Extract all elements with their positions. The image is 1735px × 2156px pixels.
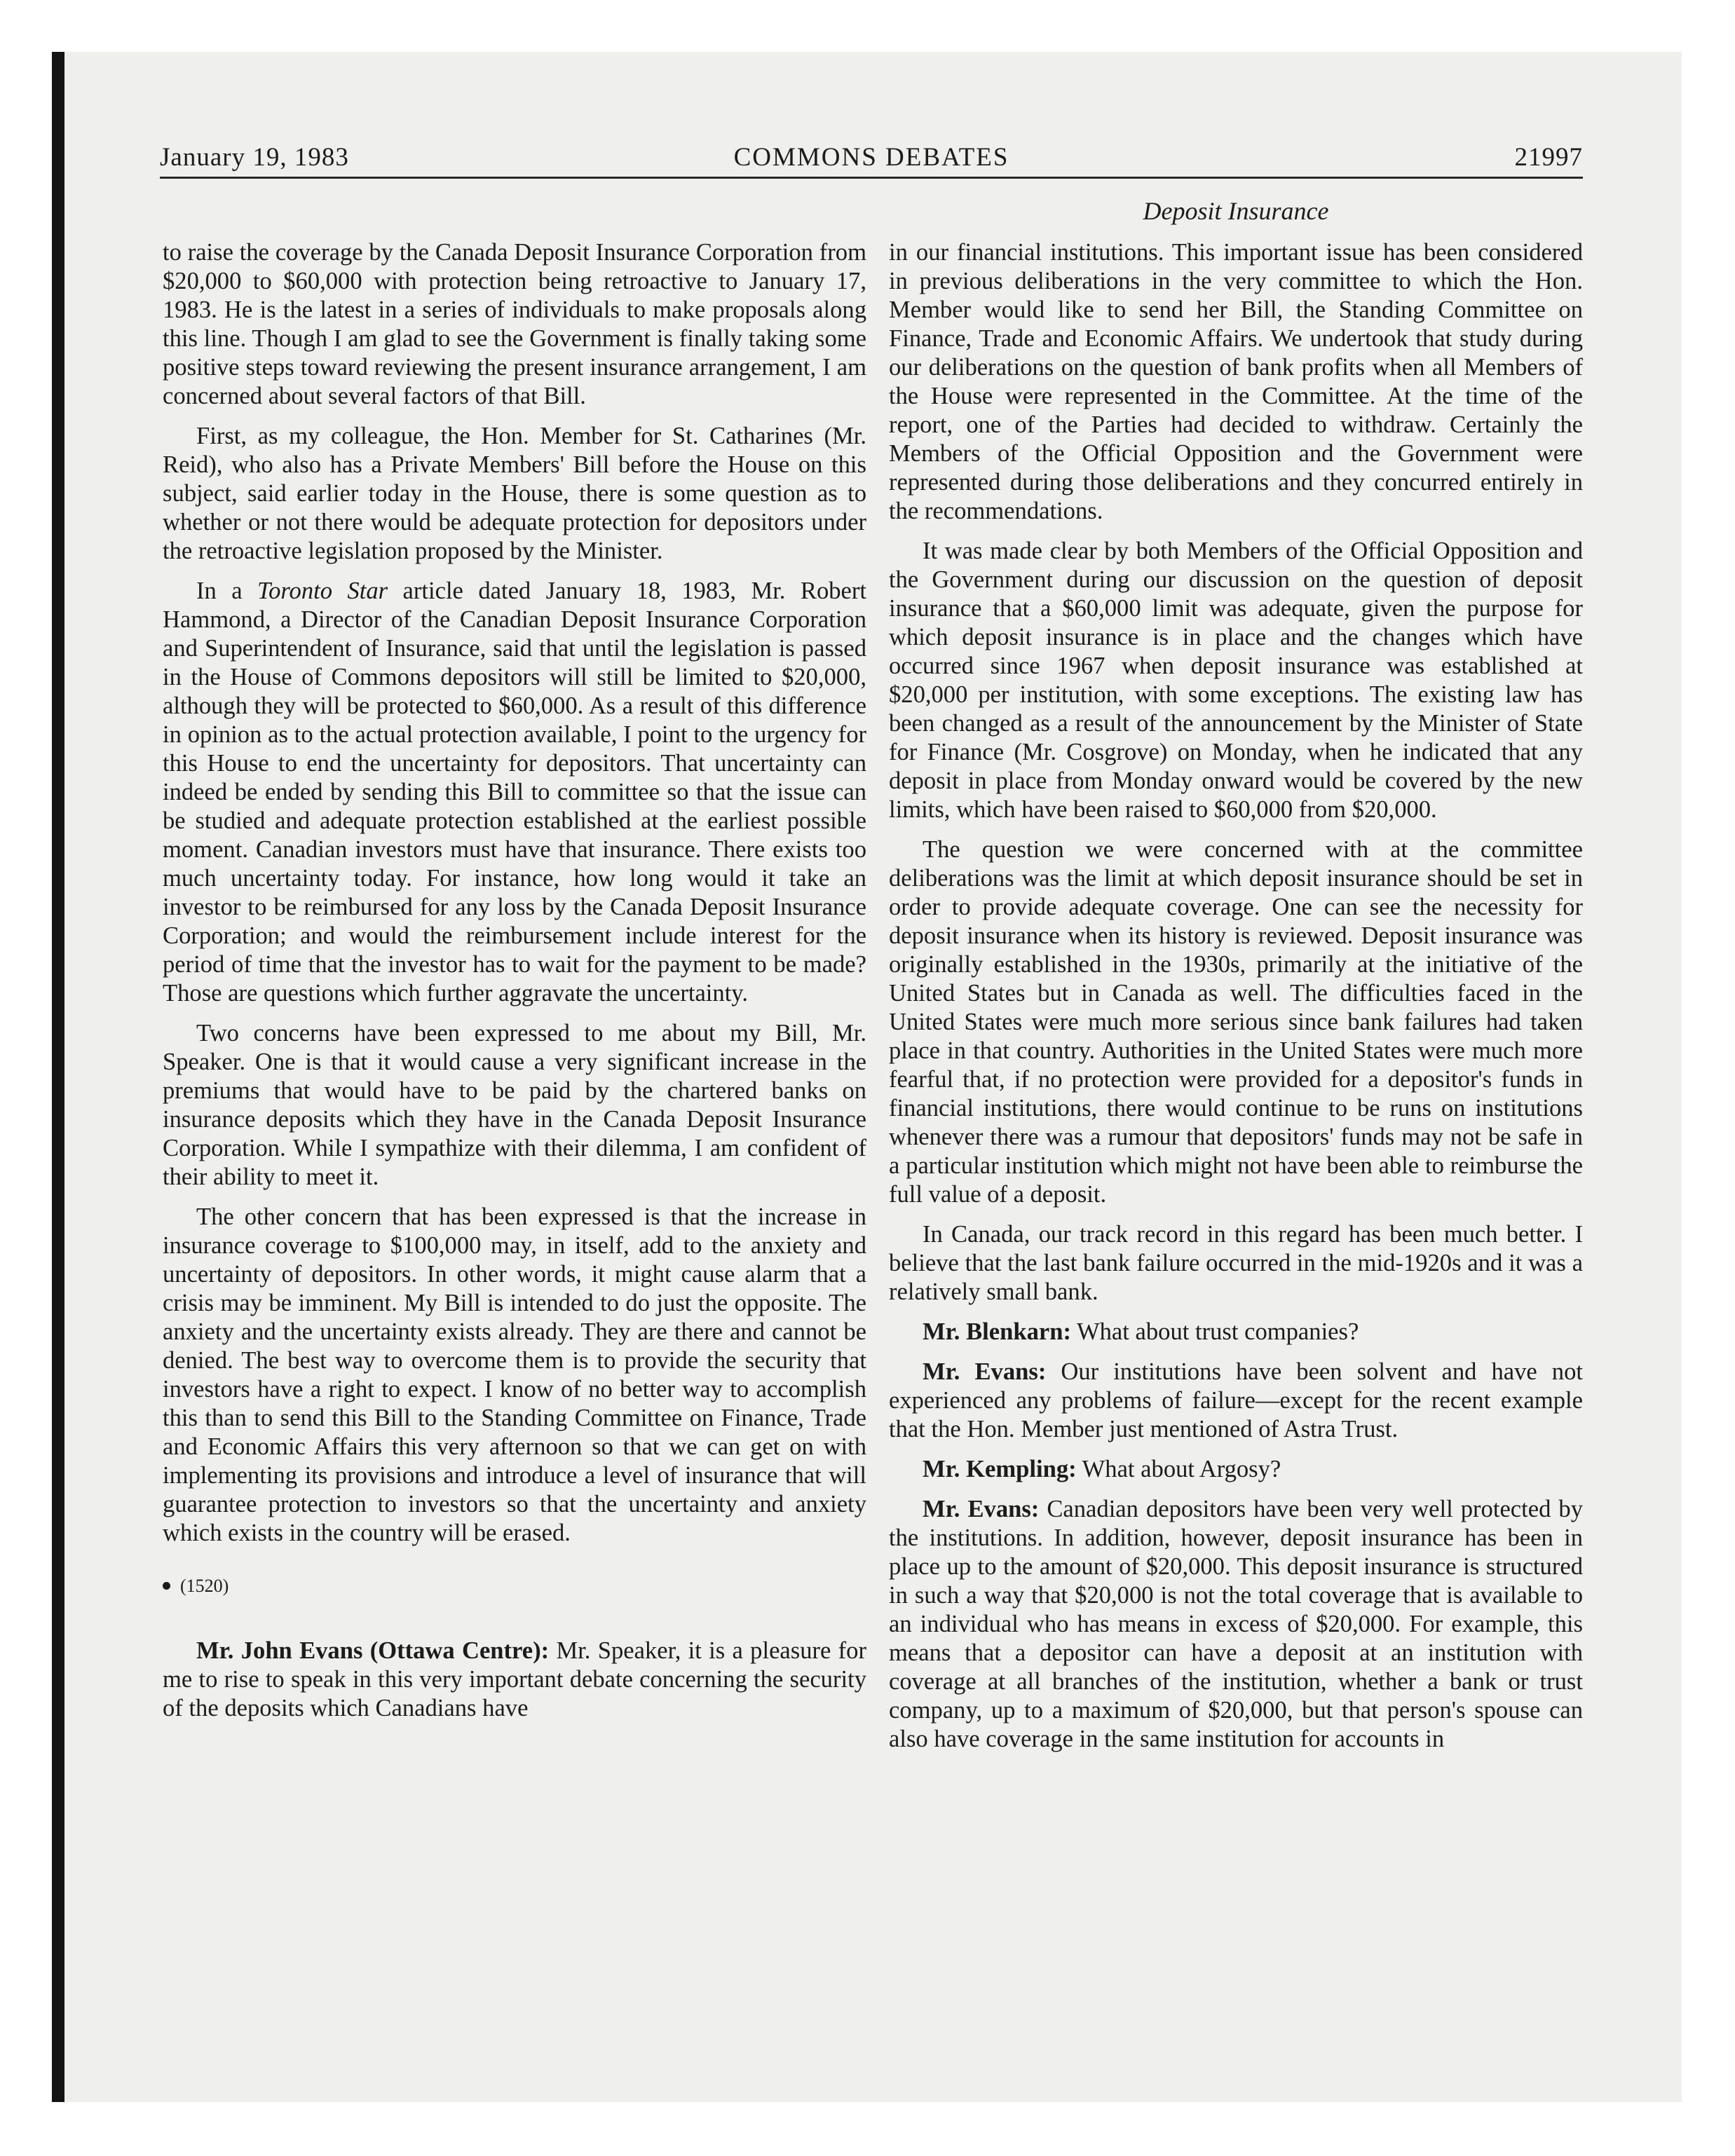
speech-paragraph: [889, 1358, 1583, 1444]
paragraph: The other concern that has been expressed is that the increase in insurance coverage to $100,000 may, in itself, add to the anxiety and uncertainty of depositors. In other words, it might cause alarm that a crisis may be imminent. My Bill is intended to do just the opposite. The anxiety and the uncertainty exists already. They are there and cannot be denied. The best way to overcome them is to provide the security that investors have a right to expect. I know of no better way to accomplish this than to send this Bill to the Standing Committee on Finance, Trade and Economic Affairs this very afternoon so that we can get on with implementing its provisions and introduce a level of insurance that will guarantee protection to investors so that the uncertainty and anxiety which exists in the country will be erased.: [163, 1203, 866, 1546]
speaker-name: Mr. Evans:: [923, 1496, 1040, 1522]
paragraph: The question we were concerned with at the committee deliberations was the limit at which deposit insurance should be set in order to provide adequate coverage. One can see the necessity for deposit insurance when its history is reviewed. Deposit insurance was originally established in the 1930s, primarily at the initiative of the United States but in Canada as well. The difficulties faced in the United States were much more serious since bank failures had taken place in that country. Authorities in the United States were much more fearful that, if no protection were provided for a depositor's funds in financial institutions, there would continue to be runs on institutions whenever there was a rumour that depositors' funds may not be safe in a particular institution which might not have been able to reimburse the full value of a deposit.: [889, 836, 1583, 1208]
speech-paragraph: [163, 1637, 866, 1723]
paragraph: Two concerns have been expressed to me about my Bill, Mr. Speaker. One is that it would cause a very significant increase in the premiums that would have to be paid by the chartered banks on insurance deposits which they have in the Canada Deposit Insurance Corporation. While I sympathize with their dilemma, I am confident of their ability to meet it.: [163, 1020, 866, 1190]
speech-paragraph: [889, 1455, 1583, 1484]
paragraph-text: In a: [196, 578, 243, 604]
speech-text: Our institutions have been solvent and have not experienced any problems of failure—except for the recent example that the Hon. Member just mentioned of Astra Trust.: [889, 1358, 1583, 1442]
scan-edge-bar: [52, 52, 64, 2102]
time-marker: [163, 1571, 866, 1600]
speaker-name: Mr. Kempling:: [923, 1456, 1077, 1482]
speaker-name: Mr. John Evans (Ottawa Centre):: [196, 1637, 550, 1664]
speaker-name: Mr. Evans:: [923, 1358, 1047, 1385]
paragraph: First, as my colleague, the Hon. Member for St. Catharines (Mr. Reid), who also has a Private Members' Bill before the House on this subject, said earlier today in the House, there is some question as to whether or not there would be adequate protection for depositors under the retroactive legislation proposed by the Minister.: [163, 423, 866, 564]
bullet-icon: [163, 1582, 170, 1590]
speech-paragraph: [889, 1318, 1583, 1346]
right-column: [889, 238, 1583, 1765]
section-heading: Deposit Insurance: [1143, 197, 1329, 225]
page-number: 21997: [1514, 143, 1583, 172]
running-header: [160, 139, 1583, 179]
paragraph: in our financial institutions. This important issue has been considered in previous deliberations in the very committee to which the Hon. Member would like to send her Bill, the Standing Committee on Finance, Trade and Economic Affairs. We undertook that study during our deliberations on the question of bank profits when all Members of the House were represented in the Committee. At the time of the report, one of the Parties had decided to withdraw. Certainly the Members of the Official Opposition and the Government were represented during those deliberations and they concurred entirely in the recommendations.: [889, 239, 1583, 524]
paragraph: In Canada, our track record in this regard has been much better. I believe that the last bank failure occurred in the mid-1920s and it was a relatively small bank.: [889, 1221, 1583, 1305]
paragraph: [163, 577, 866, 1008]
speaker-name: Mr. Blenkarn:: [923, 1318, 1071, 1345]
speech-text: What about Argosy?: [1082, 1456, 1281, 1482]
time-marker-text: (1520): [180, 1576, 229, 1596]
speech-paragraph: [889, 1495, 1583, 1754]
speech-text: What about trust companies?: [1077, 1318, 1359, 1345]
speech-text: Canadian depositors have been very well protected by the institutions. In addition, however, deposit insurance has been in place up to the amount of $20,000. This deposit insurance is structured in such a way that $20,000 is not the total coverage that is available to an individual who has means in excess of $20,000. For example, this means that a depositor can have a deposit at an institution with coverage at all branches of the institution, whether a bank or trust company, up to a maximum of $20,000, but that person's spouse can also have coverage in the same institution for accounts in: [889, 1496, 1583, 1752]
header-date: January 19, 1983: [160, 143, 349, 172]
paragraph: It was made clear by both Members of the Official Opposition and the Government during our discussion on the question of deposit insurance that a $60,000 limit was adequate, given the purpose for which deposit insurance is in place and the changes which have occurred since 1967 when deposit insurance was established at $20,000 per institution, with some exceptions. The existing law has been changed as a result of the announcement by the Minister of State for Finance (Mr. Cosgrove) on Monday, when he indicated that any deposit in place from Monday onward would be covered by the new limits, which have been raised to $60,000 from $20,000.: [889, 538, 1583, 823]
header-title: COMMONS DEBATES: [733, 143, 1009, 172]
left-column: [163, 238, 866, 1734]
paragraph: to raise the coverage by the Canada Deposit Insurance Corporation from $20,000 to $60,000 with protection being retroactive to January 17, 1983. He is the latest in a series of individuals to make proposals along this line. Though I am glad to see the Government is finally taking some positive steps toward reviewing the present insurance arrangement, I am concerned about several factors of that Bill.: [163, 239, 866, 409]
paragraph-text: article dated January 18, 1983, Mr. Robert Hammond, a Director of the Canadian Deposit Insurance Corporation and Superintendent of Insurance, said that until the legislation is passed in the House of Commons depositors will still be limited to $20,000, although they will be protected to $60,000. As a result of this difference in opinion as to the actual protection available, I point to the urgency for this House to end the uncertainty for depositors. That uncertainty can indeed be ended by sending this Bill to committee so that the issue can be studied and adequate protection established at the earliest possible moment. Canadian investors must have that insurance. There exists too much uncertainty today. For instance, how long would it take an investor to be reimbursed for any loss by the Canada Deposit Insurance Corporation; and would the reimbursement include interest for the period of time that the investor has to wait for the payment to be made? Those are questions which further aggravate the uncertainty.: [163, 578, 866, 1007]
speech-text: Mr. Speaker, it is a pleasure for me to rise to speak in this very important debate concerning the security of the deposits which Canadians have: [163, 1637, 866, 1721]
publication-title: Toronto Star: [257, 578, 388, 604]
